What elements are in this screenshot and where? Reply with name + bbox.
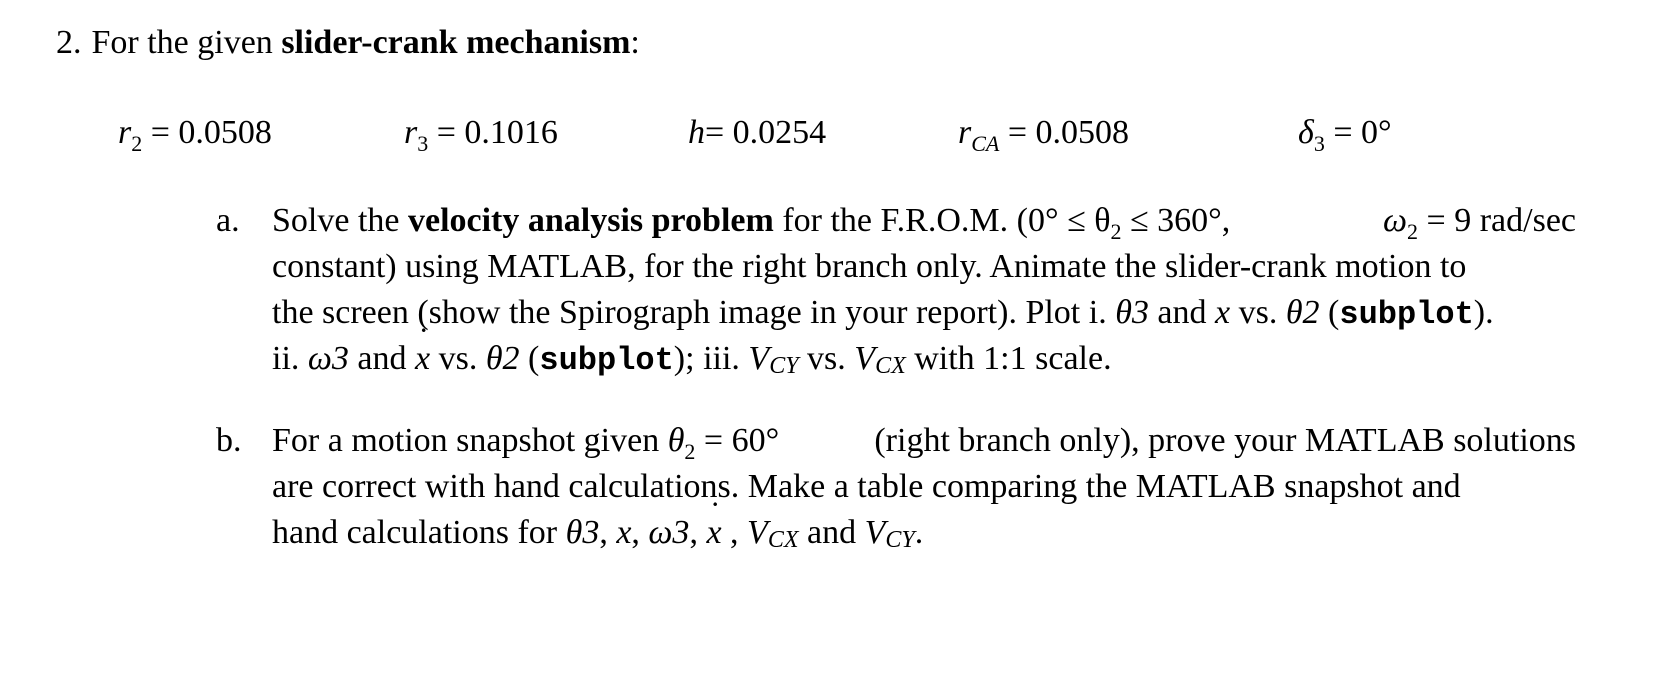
problem-title: slider-crank mechanism	[281, 24, 631, 61]
part-b-line-2: are correct with hand calculations. Make a table comparing the MATLAB snapshot and	[272, 468, 1461, 505]
text: For a motion snapshot given	[272, 422, 668, 459]
subscript: 2	[684, 439, 696, 464]
theta-value: = 60°	[695, 422, 780, 459]
text: ii.	[272, 340, 308, 377]
text: and	[798, 514, 865, 551]
param-symbol: r	[118, 114, 132, 151]
v-symbol: V	[854, 340, 876, 377]
problem-heading	[56, 24, 640, 62]
part-b-line-1	[272, 418, 1576, 464]
subscript: CY	[885, 527, 915, 553]
text: Solve the	[272, 202, 408, 239]
problem-intro: For the given	[91, 24, 282, 61]
text: for the F.R.O.M. (	[773, 202, 1028, 239]
text: ); iii.	[673, 340, 749, 377]
param-delta3	[1298, 114, 1392, 156]
v-symbol: V	[748, 340, 770, 377]
omega3: ω3	[307, 340, 349, 377]
theta2: θ2	[485, 340, 520, 377]
text: the screen (show the Spirograph image in your report). Plot i.	[272, 294, 1116, 331]
param-subscript: CA	[971, 131, 1000, 156]
part-b-body	[272, 418, 1576, 556]
x-dot-symbol: ˙ x	[415, 336, 430, 382]
theta2: θ2	[1285, 294, 1320, 331]
subscript: 2	[1407, 219, 1419, 244]
text: ,	[689, 514, 707, 551]
param-value: = 0°	[1333, 114, 1392, 151]
theta3: θ3	[565, 514, 600, 551]
text: .	[914, 514, 924, 551]
omega-value: = 9 rad/sec	[1418, 202, 1576, 239]
part-b	[216, 418, 1576, 568]
part-a-line-1	[272, 198, 1576, 244]
v-symbol: V	[864, 514, 886, 551]
text: ).	[1473, 294, 1494, 331]
omega-symbol: ω	[1383, 202, 1408, 239]
text: ,	[631, 514, 649, 551]
subscript: 2	[1110, 219, 1122, 244]
text: vs.	[430, 340, 486, 377]
param-symbol: δ	[1298, 114, 1314, 151]
part-a-line-3	[272, 290, 1576, 336]
text: vs.	[798, 340, 855, 377]
param-value: = 0.0254	[705, 114, 827, 151]
x-symbol: x	[616, 514, 632, 551]
param-value: = 0.0508	[150, 114, 272, 151]
subscript: CX	[767, 527, 799, 553]
range-start: 0° ≤ θ	[1027, 202, 1111, 239]
text: with 1:1 scale.	[905, 340, 1112, 377]
param-h	[688, 114, 826, 152]
part-b-line-3	[272, 510, 1576, 556]
param-symbol: r	[958, 114, 972, 151]
x-symbol: x	[1215, 294, 1231, 331]
text: ,	[721, 514, 748, 551]
param-subscript: 2	[131, 131, 143, 156]
param-value: = 0.0508	[1007, 114, 1130, 151]
param-subscript: 3	[417, 131, 429, 156]
param-subscript: 3	[1313, 131, 1325, 156]
text: (	[519, 340, 540, 377]
code-subplot: subplot	[539, 342, 674, 379]
x-dot-symbol: ˙ x	[706, 510, 721, 556]
theta-symbol: θ	[667, 422, 685, 459]
problem-number: 2.	[56, 24, 82, 61]
text: vs.	[1230, 294, 1286, 331]
part-a-line-4	[272, 336, 1576, 382]
part-a-marker: a.	[216, 202, 240, 239]
text: ,	[599, 514, 617, 551]
text: and	[1148, 294, 1215, 331]
param-value: = 0.1016	[436, 114, 558, 151]
omega3: ω3	[648, 514, 690, 551]
text: hand calculations for	[272, 514, 566, 551]
part-a	[216, 198, 1576, 378]
subscript: CX	[875, 353, 906, 379]
range-end: ≤ 360°,	[1121, 202, 1231, 239]
part-a-body	[272, 198, 1576, 382]
part-b-marker: b.	[216, 422, 242, 459]
subscript: CY	[769, 353, 799, 379]
v-symbol: V	[747, 514, 768, 551]
problem-colon: :	[630, 24, 640, 61]
code-subplot: subplot	[1339, 296, 1474, 333]
param-rca	[958, 114, 1130, 156]
bold-text: velocity analysis problem	[407, 202, 774, 239]
part-a-line-2: constant) using MATLAB, for the right branch only. Animate the slider-crank motion to	[272, 248, 1467, 285]
theta3: θ3	[1115, 294, 1149, 331]
text: (right branch only), prove your MATLAB solutions	[874, 422, 1576, 459]
text: (	[1319, 294, 1340, 331]
param-r2	[118, 114, 272, 156]
param-r3	[404, 114, 558, 156]
param-symbol: h	[688, 114, 705, 151]
text: and	[348, 340, 416, 377]
param-symbol: r	[404, 114, 418, 151]
